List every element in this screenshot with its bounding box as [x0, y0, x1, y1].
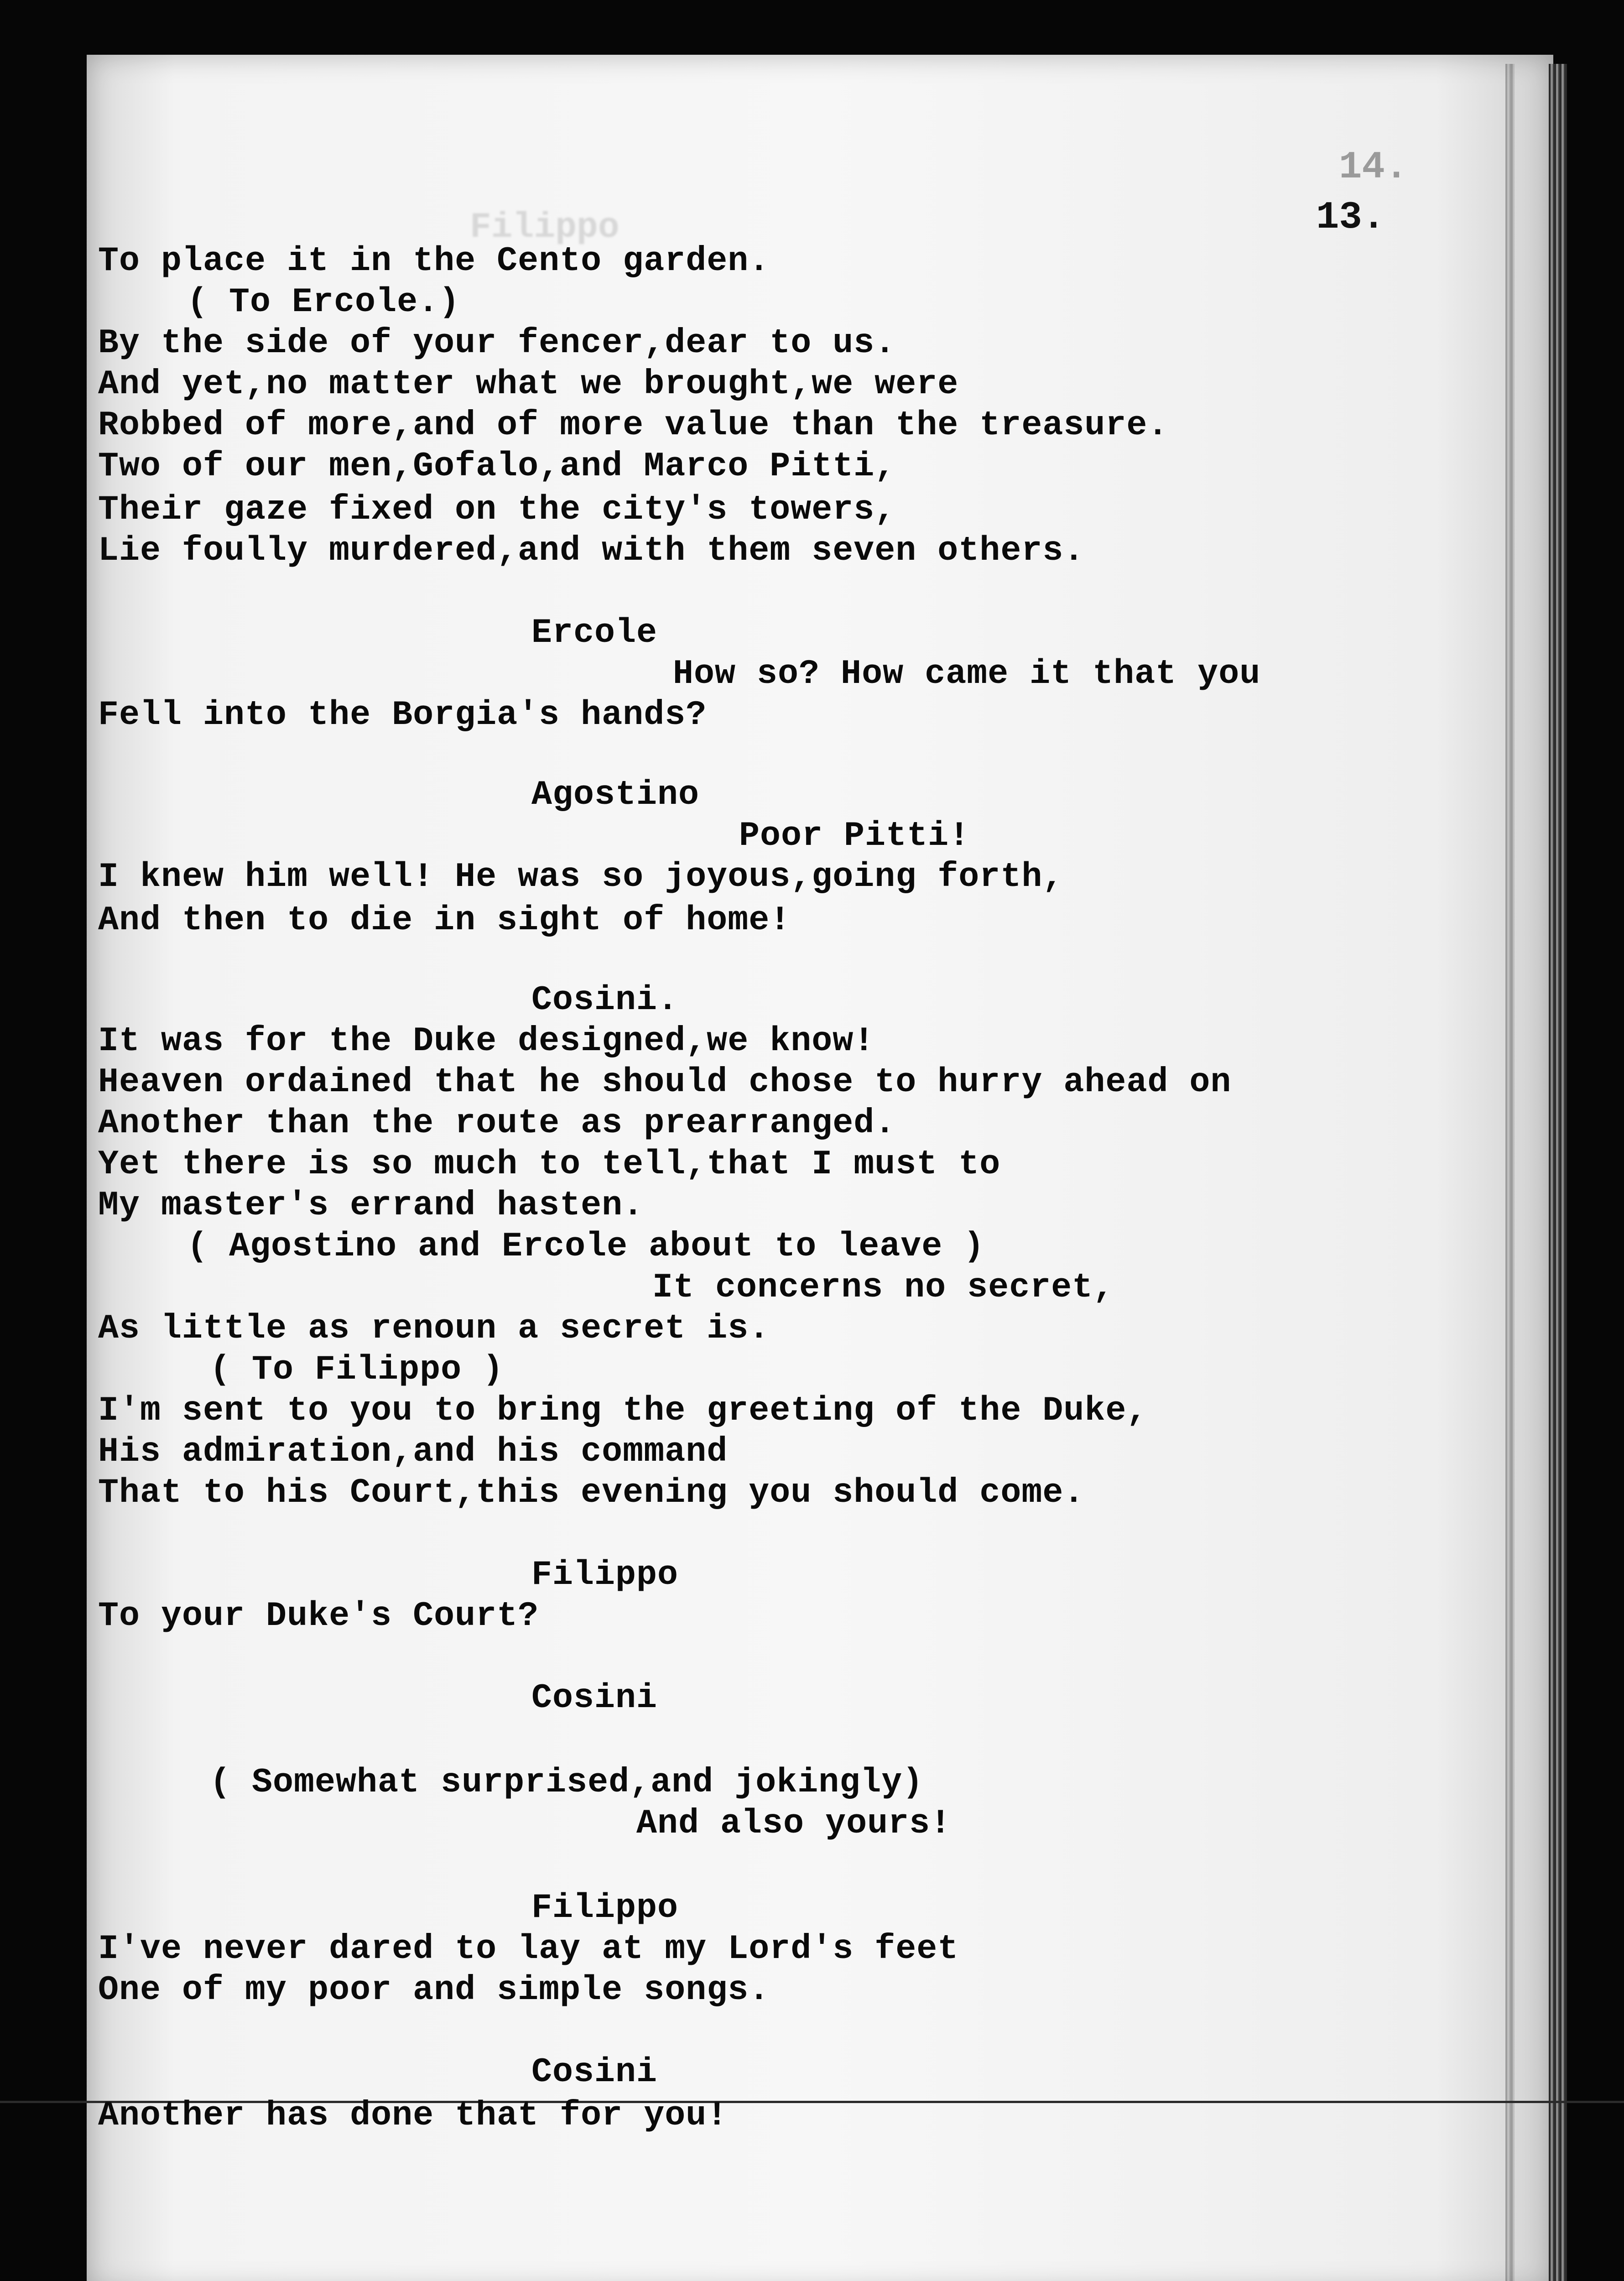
dialogue-line: It concerns no secret, [652, 1268, 1114, 1307]
dialogue-line: His admiration,and his command [98, 1432, 728, 1471]
dialogue-line: To your Duke's Court? [98, 1597, 539, 1635]
dialogue-line: I knew him well! He was so joyous,going forth, [98, 858, 1064, 896]
dialogue-line: How so? How came it that you [673, 655, 1261, 693]
speaker-name: Cosini. [531, 981, 679, 1020]
dialogue-line: Two of our men,Gofalo,and Marco Pitti, [98, 447, 896, 486]
speaker-name: Cosini [531, 2053, 658, 2092]
dialogue-line: I've never dared to lay at my Lord's feet [98, 1930, 959, 1969]
dialogue-line: I'm sent to you to bring the greeting of the Duke, [98, 1391, 1148, 1430]
dialogue-line: Their gaze fixed on the city's towers, [98, 490, 896, 529]
speaker-name: Cosini [531, 1679, 658, 1718]
dialogue-line: It was for the Duke designed,we know! [98, 1022, 875, 1061]
stage-direction: ( Somewhat surprised,and jokingly) [210, 1763, 924, 1802]
dialogue-line: And also yours! [636, 1804, 952, 1843]
dialogue-line: By the side of your fencer,dear to us. [98, 324, 896, 363]
dialogue-line: My master's errand hasten. [98, 1186, 644, 1225]
dialogue-line: Yet there is so much to tell,that I must to [98, 1145, 1001, 1184]
old-page-number: 14. [1339, 146, 1408, 189]
dialogue-line: As little as renoun a secret is. [98, 1309, 770, 1348]
stage-direction: ( To Filippo ) [210, 1350, 504, 1389]
dialogue-line: Robbed of more,and of more value than the treasure. [98, 406, 1169, 445]
dialogue-line: That to his Court,this evening you should come. [98, 1474, 1085, 1512]
speaker-name: Agostino [531, 776, 700, 814]
stage-direction: ( To Ercole.) [187, 283, 460, 322]
dialogue-line: And yet,no matter what we brought,we were [98, 365, 959, 404]
stage-direction: ( Agostino and Ercole about to leave ) [187, 1227, 985, 1266]
speaker-name: Filippo [531, 1556, 679, 1594]
dialogue-line: Lie foully murdered,and with them seven others. [98, 531, 1085, 570]
dialogue-line: Another than the route as prearranged. [98, 1104, 896, 1143]
dialogue-line: Fell into the Borgia's hands? [98, 696, 707, 734]
dialogue-line: Another has done that for you! [98, 2096, 728, 2135]
dialogue-line: One of my poor and simple songs. [98, 1971, 770, 2010]
page-stack-edge [1549, 64, 1567, 2281]
speaker-name: Ercole [531, 614, 658, 652]
dialogue-line: To place it in the Cento garden. [98, 242, 770, 281]
page-edge-shadow [1505, 64, 1515, 2281]
dialogue-line: Poor Pitti! [739, 817, 970, 855]
dialogue-line: Heaven ordained that he should chose to hurry ahead on [98, 1063, 1232, 1102]
bleed-through-speaker: Filippo [470, 208, 619, 248]
dialogue-line: And then to die in sight of home! [98, 901, 791, 940]
speaker-name: Filippo [531, 1889, 679, 1927]
page-number: 13. [1316, 196, 1385, 240]
